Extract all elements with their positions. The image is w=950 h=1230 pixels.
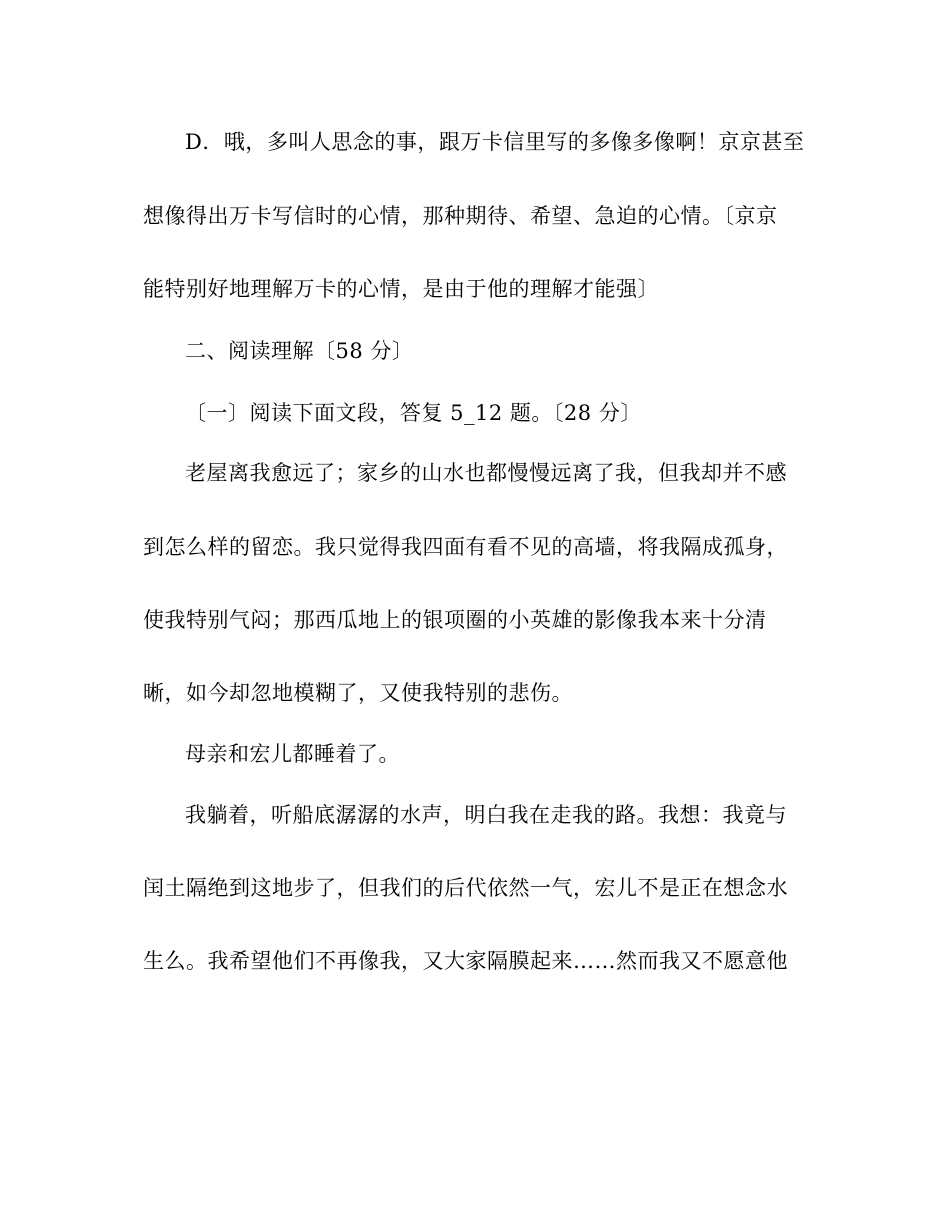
subsection-heading: 〔一〕阅读下面文段，答复 5_12 题。〔28 分〕 (185, 401, 642, 425)
option-d-line-1: D．哦，多叫人思念的事，跟万卡信里写的多像多像啊！京京甚至 (185, 130, 805, 154)
option-d-line-3: 能特别好地理解万卡的心情，是由于他的理解才能强〕 (143, 277, 659, 301)
passage-paragraph-1-line-2: 到怎么样的留恋。我只觉得我四面有看不见的高墙，将我隔成孤身， (143, 535, 788, 559)
passage-paragraph-3-line-1: 我躺着，听船底潺潺的水声，明白我在走我的路。我想：我竟与 (185, 803, 787, 827)
passage-paragraph-1-line-1: 老屋离我愈远了；家乡的山水也都慢慢远离了我，但我却并不感 (185, 461, 787, 485)
option-d-line-2: 想像得出万卡写信时的心情，那种期待、希望、急迫的心情。〔京京 (143, 204, 778, 228)
passage-paragraph-3-line-3: 生么。我希望他们不再像我，又大家隔膜起来……然而我又不愿意他 (143, 949, 788, 973)
passage-paragraph-1-line-3: 使我特别气闷；那西瓜地上的银项圈的小英雄的影像我本来十分清 (143, 608, 767, 632)
passage-paragraph-2: 母亲和宏儿都睡着了。 (185, 742, 400, 766)
section-heading-reading: 二、阅读理解〔58 分〕 (185, 339, 414, 363)
passage-paragraph-1-line-4: 晰，如今却忽地模糊了，又使我特别的悲伤。 (143, 681, 573, 705)
passage-paragraph-3-line-2: 闰土隔绝到这地步了，但我们的后代依然一气，宏儿不是正在想念水 (143, 876, 788, 900)
